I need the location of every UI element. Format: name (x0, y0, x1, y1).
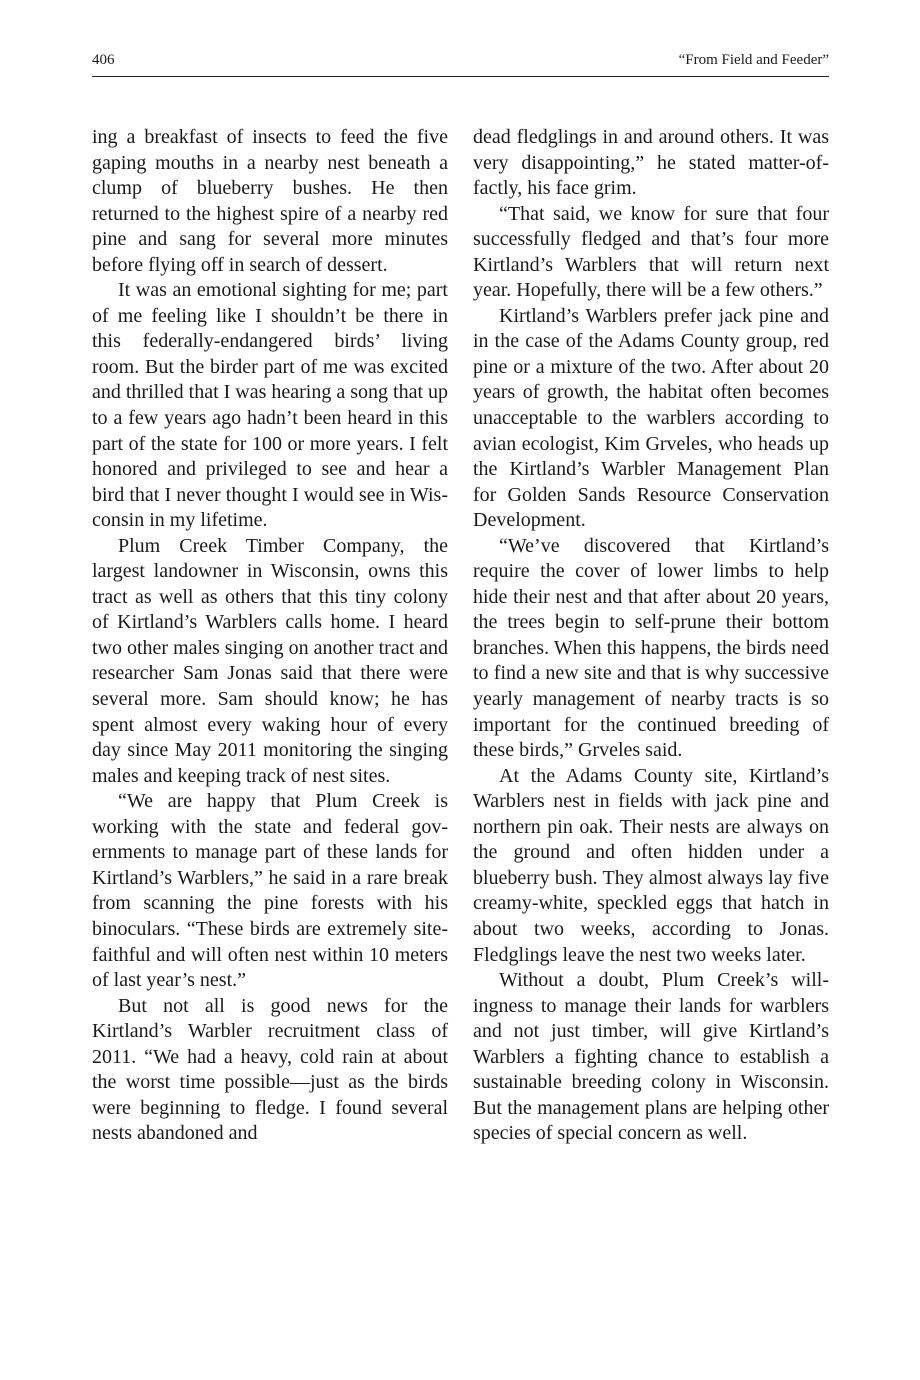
paragraph: Without a doubt, Plum Creek’s willingness to manage their lands for warblers and not just timber, will give Kirtland’s Warblers a fighting chance to establish a sustainable breeding colony in Wisconsin. But the management plans are helping other species of special concern as well. (473, 969, 829, 1145)
header-rule (92, 76, 829, 77)
paragraph: Kirtland’s Warblers prefer jack pine and in the case of the Adams County group, red pine or a mixture of the two. After about 20 years of growth, the habitat often becomes unacceptable to the warblers according to avian ecologist, Kim Grveles, who heads up the Kirtland’s Warbler Management Plan for Golden Sands Resource Conservation Development. (473, 304, 829, 532)
left-column (92, 125, 448, 1147)
paragraph: At the Adams County site, Kirtland’s Warblers nest in fields with jack pine and northern pin oak. Their nests are always on the ground and often hidden under a blueberry bush. They almost always lay five creamy-white, speckled eggs that hatch in about two weeks, according to Jonas. Fledglings leave the nest two weeks later. (473, 764, 829, 966)
page-number: 406 (92, 52, 115, 68)
paragraph: “We’ve discovered that Kirtland’s require the cover of lower limbs to help hide their nest and that after about 20 years, the trees begin to self-prune their bottom branches. When this happens, the birds need to find a new site and that is why successive yearly management of nearby tracts is so important for the continued breeding of these birds,” Grveles said. (473, 534, 829, 762)
running-head: “From Field and Feeder” (678, 52, 829, 68)
paragraph: ing a breakfast of insects to feed the five gaping mouths in a nearby nest beneath a clump of blueberry bushes. He then returned to the highest spire of a nearby red pine and sang for several more minutes before flying off in search of dessert. (92, 126, 448, 276)
paragraph: dead fledglings in and around others. It was very disappointing,” he stated matter-of-factly, his face grim. (473, 126, 829, 200)
right-column (473, 125, 829, 1147)
page-header (92, 50, 829, 74)
paragraph: Plum Creek Timber Company, the largest landowner in Wisconsin, owns this tract as well as others that this tiny colony of Kirtland’s Warblers calls home. I heard two other males singing on another tract and researcher Sam Jonas said that there were several more. Sam should know; he has spent almost every waking hour of every day since May 2011 monitoring the singing males and keeping track of nest sites. (92, 534, 449, 787)
paragraph: It was an emotional sighting for me; part of me feeling like I shouldn’t be there in this federally-endangered birds’ living room. But the birder part of me was excited and thrilled that I was hearing a song that up to a few years ago hadn’t been heard in this part of the state for 100 or more years. I felt honored and privileged to see and hear a bird that I never thought I would see in Wisconsin in my lifetime. (92, 279, 449, 532)
paragraph: But not all is good news for the Kirtland’s Warbler recruitment class of 2011. “We had a heavy, cold rain at about the worst time possible—just as the birds were beginning to fledge. I found several nests abandoned and (92, 994, 448, 1145)
paragraph: “We are happy that Plum Creek is working with the state and federal governments to manage part of these lands for Kirtland’s Warblers,” he said in a rare break from scanning the pine forests with his binoculars. “These birds are extremely site-faithful and will often nest within 10 meters of last year’s nest.” (92, 790, 448, 992)
paragraph: “That said, we know for sure that four successfully fledged and that’s four more Kirtland’s Warblers that will return next year. Hopefully, there will be a few others.” (473, 202, 829, 302)
